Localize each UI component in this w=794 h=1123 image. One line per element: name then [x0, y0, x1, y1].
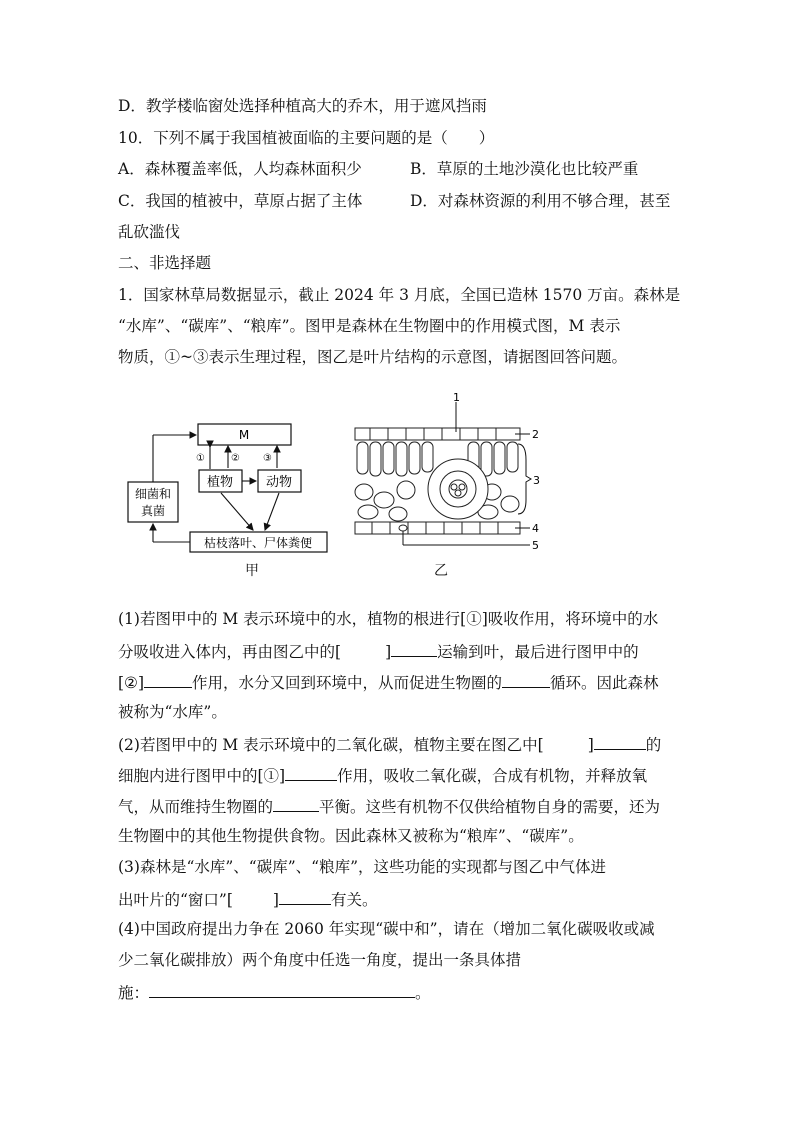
- answer-blank-6[interactable]: [273, 795, 319, 812]
- answer-blank-3[interactable]: [502, 671, 550, 688]
- leaf-cross-section: [350, 392, 550, 552]
- q10-stem: 10．下列不属于我国植被面临的主要问题的是（ ）: [118, 129, 495, 147]
- sub1-l2a: 分吸收进入体内，再由图乙中的[: [118, 643, 342, 661]
- answer-blank-1[interactable]: [391, 640, 437, 657]
- box-animal-label: 动物: [265, 475, 293, 490]
- box-bacteria-label-2: 真菌: [140, 504, 166, 518]
- sub2-line4: 生物圈中的其他生物提供食物。因此森林又被称为“粮库”、“碳库”。: [118, 827, 584, 845]
- sub1-line3: [118, 671, 659, 693]
- sub2-line2: [118, 764, 647, 786]
- sub4-line2: 少二氧化碳排放）两个角度中任选一角度，提出一条具体措: [118, 951, 522, 969]
- label-4: 4: [532, 522, 539, 535]
- sub1-l3b: 作用，水分又回到环境中，从而促进生物圈的: [192, 674, 503, 692]
- box-plant-label: 植物: [206, 475, 234, 490]
- q1-intro-line1: 1．国家林草局数据显示，截止 2024 年 3 月底，全国已造林 1570 万亩。森林是: [118, 286, 681, 304]
- sub4-l3b: 。: [415, 984, 431, 1002]
- sub1-line2: [118, 640, 639, 662]
- label-2: 2: [532, 428, 539, 441]
- answer-blank-7[interactable]: [279, 888, 331, 905]
- sub2-line3: [118, 795, 660, 817]
- sub3-l2b: ]: [272, 891, 279, 909]
- sub1-l3c: 循环。因此森林: [550, 674, 659, 692]
- sub3-l2a: 出叶片的“窗口”[: [118, 891, 233, 909]
- q9-option-d: D．教学楼临窗处选择种植高大的乔木，用于遮风挡雨: [118, 97, 487, 115]
- q1-intro-line2: “水库”、“碳库”、“粮库”。图甲是森林在生物圈中的作用模式图，M 表示: [118, 317, 621, 335]
- sub2-l1b: ]: [587, 736, 594, 754]
- sub4-line3: [118, 981, 431, 1003]
- sub2-l1c: 的: [645, 736, 662, 754]
- sub2-l2b: 作用，吸收二氧化碳，合成有机物，并释放氧: [337, 767, 648, 785]
- sub3-line1: (3)森林是“水库”、“碳库”、“粮库”，这些功能的实现都与图乙中气体进: [118, 858, 607, 876]
- label-1: 1: [453, 392, 460, 404]
- q10-option-d-line2: 乱砍滥伐: [118, 223, 181, 241]
- sub1-l2c: 运输到叶，最后进行图甲中的: [437, 643, 639, 661]
- figure-jia-diagram: [125, 418, 340, 558]
- sub1-l2b: ]: [385, 643, 392, 661]
- sub2-l3a: 气，从而维持生物圈的: [118, 798, 274, 816]
- answer-blank-2[interactable]: [144, 671, 192, 688]
- answer-blank-8[interactable]: [149, 981, 415, 998]
- answer-blank-4[interactable]: [594, 733, 646, 750]
- sub1-l3a: [②]: [118, 674, 144, 692]
- box-bacteria-label-1: 细菌和: [134, 487, 172, 501]
- box-litter-label: 枯枝落叶、尸体粪便: [203, 536, 313, 550]
- answer-blank-5[interactable]: [285, 764, 337, 781]
- caption-jia: 甲: [245, 563, 259, 579]
- mark-1: ①: [196, 453, 205, 464]
- sub4-l3a: 施：: [118, 984, 150, 1002]
- section-title: 二、非选择题: [118, 254, 212, 272]
- mark-2: ②: [231, 453, 240, 464]
- q10-option-b: B．草原的土地沙漠化也比较严重: [410, 160, 639, 178]
- q10-option-a: A．森林覆盖率低，人均森林面积少: [118, 160, 362, 178]
- sub2-l1a: (2)若图甲中的 M 表示环境中的二氧化碳，植物主要在图乙中[: [118, 736, 544, 754]
- sub2-l2a: 细胞内进行图甲中的[①]: [118, 767, 286, 785]
- label-5: 5: [532, 539, 539, 552]
- sub1-line4: 被称为“水库”。: [118, 703, 227, 721]
- sub4-line1: (4)中国政府提出力争在 2060 年实现“碳中和”，请在（增加二氧化碳吸收或减: [118, 920, 655, 938]
- sub3-line2: [118, 888, 377, 910]
- figure-jia: [125, 418, 340, 558]
- sub2-l3b: 平衡。这些有机物不仅供给植物自身的需要，还为: [319, 798, 661, 816]
- sub2-line1: [118, 733, 661, 755]
- q1-intro-line3: 物质，①~③表示生理过程，图乙是叶片结构的示意图，请据图回答问题。: [118, 348, 627, 366]
- q10-option-d-line1: D．对森林资源的利用不够合理，甚至: [410, 192, 671, 210]
- sub1-line1: (1)若图甲中的 M 表示环境中的水，植物的根进行[①]吸收作用，将环境中的水: [118, 610, 659, 628]
- caption-yi: 乙: [434, 563, 448, 579]
- mark-3: ③: [263, 453, 272, 464]
- label-3: 3: [533, 474, 540, 487]
- figure-yi: [350, 392, 550, 552]
- sub3-l2c: 有关。: [330, 891, 378, 909]
- q10-option-c: C．我国的植被中，草原占据了主体: [118, 192, 363, 210]
- box-m-label: M: [238, 428, 250, 442]
